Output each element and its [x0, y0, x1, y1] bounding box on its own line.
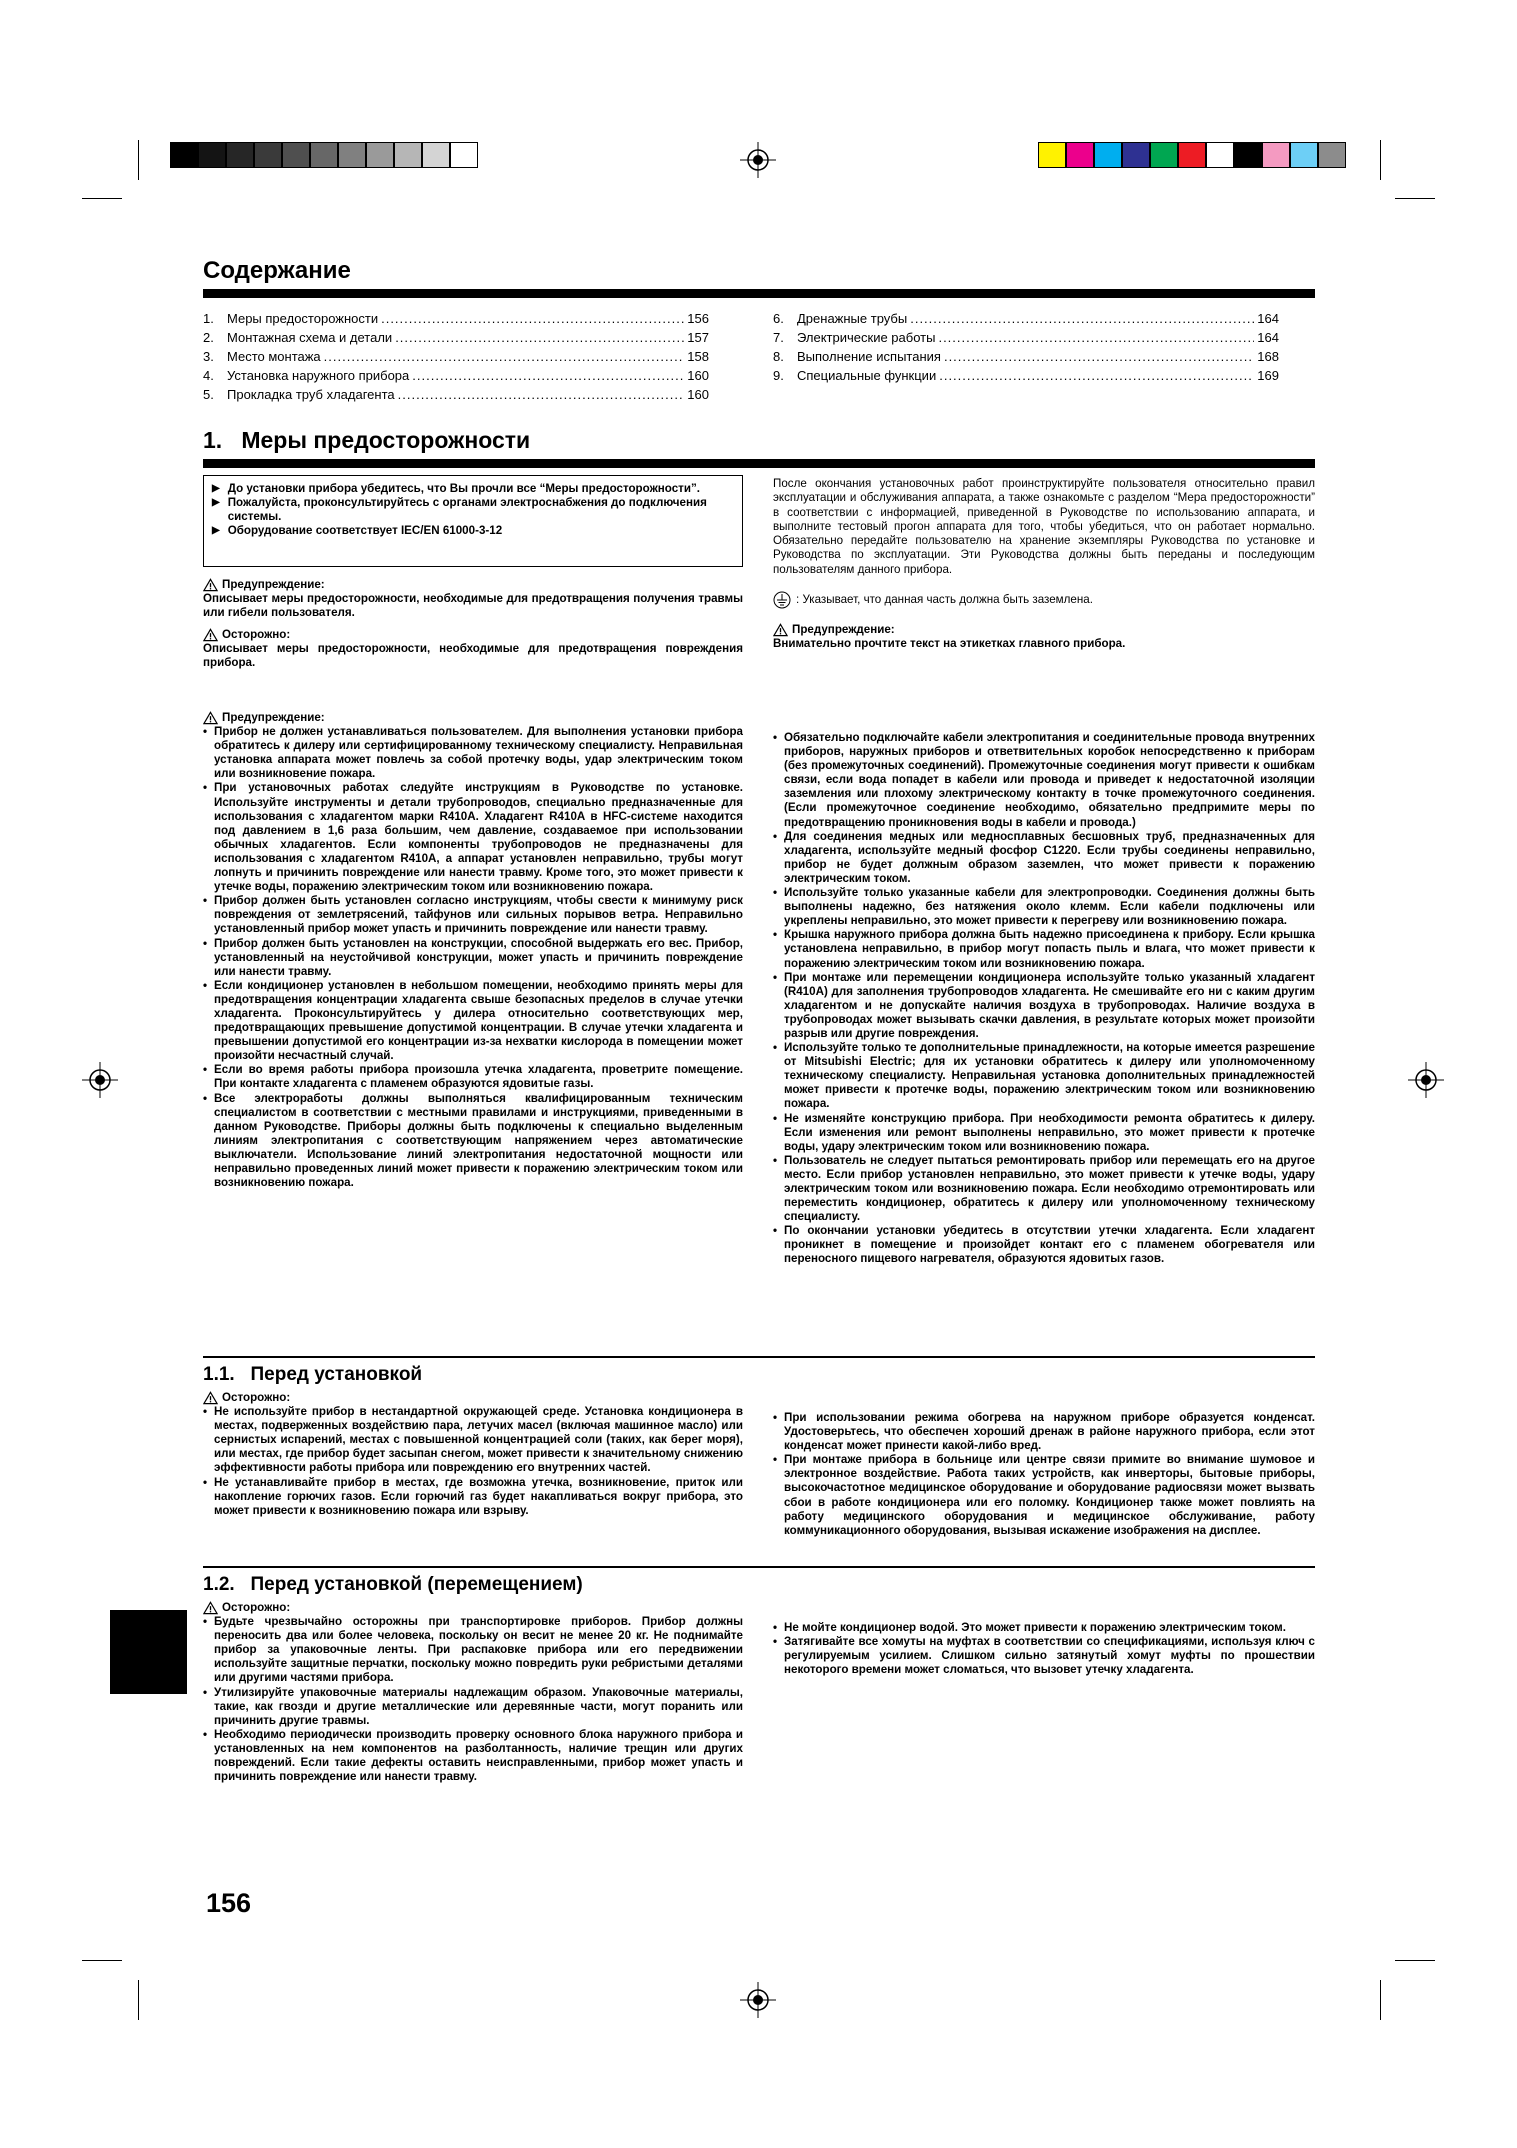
page-number: 156 — [206, 1888, 252, 1918]
list-item: • Не изменяйте конструкцию прибора. При необходимости ремонта обратитесь к дилеру. Если изменения или ремонт выполнены неправильно, это может привести к протечке воды, удару электрическим током или возникновению пожара. — [773, 1112, 1315, 1154]
list-item: • Прибор должен быть установлен согласно инструкциям, чтобы свести к минимуму риск повреждения от землетрясений, тайфунов или сильных порывов ветра. Неправильно установленный прибор может упасть и причинить повреждение или нанести травму. — [203, 894, 743, 936]
bullet-list — [203, 1405, 743, 1518]
subsection-title: 1.1. Перед установкой — [203, 1364, 423, 1385]
crop-mark — [82, 198, 122, 199]
bullet-list — [773, 731, 1315, 1267]
main-warning-label: Предупреждение: — [222, 711, 325, 724]
toc-leader — [939, 366, 1254, 385]
crop-mark — [1395, 1960, 1435, 1961]
registration-mark-icon — [740, 1982, 776, 2018]
color-swatch — [422, 142, 450, 168]
toc-number: 4. — [203, 368, 214, 383]
warning-triangle-icon — [773, 623, 788, 637]
caution-label: Осторожно: — [222, 1391, 291, 1404]
toc-page: 160 — [687, 387, 709, 402]
color-swatch — [450, 142, 478, 168]
main-warning-right — [773, 731, 1315, 1267]
section-title: 1. Меры предосторожности — [203, 427, 531, 453]
language-tab — [110, 1610, 187, 1694]
toc-title: Содержание — [203, 257, 351, 284]
precaution-text: До установки прибора убедитесь, что Вы прочли все “Меры предосторожности”. — [227, 482, 700, 495]
main-warning-left — [203, 711, 743, 1190]
list-item: • Используйте только те дополнительные принадлежности, на которые имеется разрешение от Mitsubishi Electric; для их установки обратитесь к дилеру или уполномоченному техническому специалисту. Неправильная установка дополнительных принадлежностей может привести к протечке воды, поражению электрическим током или возникновению пожара. — [773, 1041, 1315, 1111]
toc-number: 7. — [773, 330, 784, 345]
color-swatch — [1038, 142, 1066, 168]
crop-mark — [1395, 198, 1435, 199]
list-item: • Не мойте кондиционер водой. Это может привести к поражению электрическим током. — [773, 1621, 1315, 1635]
toc-page: 168 — [1257, 349, 1279, 364]
toc-label: Установка наружного прибора — [227, 368, 410, 383]
list-item: • Необходимо периодически производить проверку основного блока наружного прибора и установленных на нем компонентов на разболтанность, наличие трещин или других повреждений. Если такие дефекты оставить неисправленными, прибор может упасть и причинить повреждение или нанести травму. — [203, 1728, 743, 1784]
toc-entry[interactable] — [203, 347, 709, 366]
warning2-label: Предупреждение: — [792, 623, 895, 637]
color-swatch — [170, 142, 198, 168]
color-swatch — [1178, 142, 1206, 168]
toc-number: 6. — [773, 311, 784, 326]
arrow-icon: ▶ — [212, 497, 220, 508]
toc-label: Место монтажа — [227, 349, 321, 364]
precaution-item — [212, 496, 734, 524]
crop-mark — [138, 140, 139, 180]
list-item: • Прибор не должен устанавливаться пользователем. Для выполнения установки прибора обратитесь к дилеру или сертифицированному техническому специалисту. Неправильная установка аппарата может повлечь за собой протечку воды, удар электрическим током или возникновение пожара. — [203, 725, 743, 781]
warning-triangle-icon — [203, 628, 218, 642]
divider — [203, 459, 1315, 468]
toc-label: Дренажные трубы — [797, 311, 908, 326]
arrow-icon: ▶ — [212, 525, 220, 536]
color-swatch — [310, 142, 338, 168]
warning-definition — [203, 578, 743, 671]
list-item: • При монтаже или перемещении кондиционера используйте только указанный хладагент (R410A) для заполнения трубопроводов хладагента. Не смешивайте его ни с каким другим хладагентом и не допускайте наличия воздуха в трубопроводах. Наличие воздуха в трубопроводах может вызывать скачки давления, в результате которых может произойти разрыв или другие повреждения. — [773, 971, 1315, 1041]
precaution-text: Пожалуйста, проконсультируйтесь с органами электроснабжения до подключения системы. — [227, 496, 707, 523]
toc-entry[interactable] — [773, 328, 1279, 347]
precaution-box — [203, 475, 743, 567]
toc-leader — [910, 309, 1254, 328]
toc-leader — [944, 347, 1254, 366]
section11-left — [203, 1391, 743, 1518]
bullet-list — [203, 725, 743, 1190]
subsection-title: 1.2. Перед установкой (перемещением) — [203, 1574, 583, 1595]
color-swatch — [1206, 142, 1234, 168]
crop-mark — [138, 1980, 139, 2020]
toc-page: 156 — [687, 311, 709, 326]
color-swatch — [366, 142, 394, 168]
warning-triangle-icon — [203, 1601, 218, 1615]
toc-number: 3. — [203, 349, 214, 364]
color-swatch — [198, 142, 226, 168]
color-swatch — [226, 142, 254, 168]
list-item: • Будьте чрезвычайно осторожны при транспортировке приборов. Прибор должны переносить два или более человека, поскольку он весит не менее 20 кг. Не поднимайте прибор за упаковочные ленты. При распаковке прибора или его передвижении используйте защитные перчатки, поскольку можно повредить руки ребристыми деталями или другими частями прибора. — [203, 1615, 743, 1685]
toc-number: 8. — [773, 349, 784, 364]
color-swatch — [1318, 142, 1346, 168]
color-swatch — [338, 142, 366, 168]
precaution-item — [212, 482, 734, 496]
toc-number: 5. — [203, 387, 214, 402]
toc-entry[interactable] — [203, 366, 709, 385]
toc-label: Меры предосторожности — [227, 311, 379, 326]
arrow-icon: ▶ — [212, 483, 220, 494]
toc-label: Выполнение испытания — [797, 349, 941, 364]
list-item: • При установочных работах следуйте инструкциям в Руководстве по установке. Используйте инструменты и детали трубопроводов, специально предназначенные для использования с хладагентом марки R410A. Хладагент R410A в HFC-системе находится под давлением в 1,6 раза большим, чем давление, создаваемое при использовании обычных хладагентов. Если компоненты трубопроводов не предназначены для использования с хладагентом R410A, а аппарат установлен неправильно, трубы могут лопнуть и причинить повреждение или нанести травму. Кроме того, это может привести к утечке воды, поражению электрическим током или возникновению пожара. — [203, 781, 743, 894]
warning-text: Описывает меры предосторожности, необходимые для предотвращения получения травмы или гибели пользователя. — [203, 592, 743, 620]
list-item: • Крышка наружного прибора должна быть надежно присоединена к прибору. Если крышка установлена неправильно, в прибор могут попасть пыль и влага, что может привести к поражению электрическим током или возникновению пожара. — [773, 928, 1315, 970]
toc-number: 2. — [203, 330, 214, 345]
color-swatch — [394, 142, 422, 168]
toc-leader — [412, 366, 684, 385]
toc-leader — [395, 328, 684, 347]
bullet-list — [203, 1615, 743, 1784]
list-item: • При использовании режима обогрева на наружном приборе образуется конденсат. Удостоверьтесь, что обеспечен хороший дренаж в районе наружного прибора, если этот конденсат может принести какой-либо вред. — [773, 1411, 1315, 1453]
list-item: • По окончании установки убедитесь в отсутствии утечки хладагента. Если хладагент проникнет в помещение и произойдет контакт его с пламенем обогревателя или переносного пищевого нагревателя, образуются ядовитых газов. — [773, 1224, 1315, 1266]
color-swatch — [1290, 142, 1318, 168]
color-swatch — [1262, 142, 1290, 168]
list-item: • Затягивайте все хомуты на муфтах в соответствии со спецификациями, используя ключ с регулируемым усилием. Слишком сильно затянутый хомут муфты по прошествии некоторого времени может сломаться, что вызовет утечку хладагента. — [773, 1635, 1315, 1677]
toc-label: Специальные функции — [797, 368, 937, 383]
toc-label: Электрические работы — [797, 330, 936, 345]
toc-number: 1. — [203, 311, 214, 326]
toc-page: 158 — [687, 349, 709, 364]
toc-label: Монтажная схема и детали — [227, 330, 393, 345]
precaution-text: Оборудование соответствует IEC/EN 61000-3-12 — [227, 524, 503, 537]
toc-entry[interactable] — [773, 347, 1279, 366]
warning-triangle-icon — [203, 1391, 218, 1405]
list-item: • Не устанавливайте прибор в местах, где возможна утечка, возникновение, приток или накопление горючих газов. Если горючий газ будет накапливаться вокруг прибора, это может привести к возникновению пожара или взрыву. — [203, 1476, 743, 1518]
crop-mark — [1380, 1980, 1381, 2020]
toc-page: 169 — [1257, 368, 1279, 383]
color-swatch — [1234, 142, 1262, 168]
intro-right — [773, 477, 1315, 652]
divider — [203, 289, 1315, 298]
color-swatch — [254, 142, 282, 168]
warning-triangle-icon — [203, 711, 218, 725]
bullet-list — [773, 1411, 1315, 1538]
list-item: • Для соединения медных или медносплавных бесшовных труб, предназначенных для хладагента, используйте медный фосфор C1220. Если трубы соединены неправильно, прибор не будет должным образом заземлен, что может привести к поражению электрическим током. — [773, 830, 1315, 886]
toc-entry[interactable] — [203, 328, 709, 347]
toc-page: 160 — [687, 368, 709, 383]
toc-entry[interactable] — [773, 309, 1279, 328]
intro-text: После окончания установочных работ проинструктируйте пользователя относительно правил эксплуатации и обслуживания аппарата, а также ознакомьте с разделом “Мера предосторожности” в соответствии с информацией, приведенной в Руководстве по использованию аппарата, и выполните тестовый прогон аппарата для того, чтобы убедиться, что он работает нормально. Обязательно передайте пользователю на хранение экземпляры Руководства по установке и Руководства по эксплуатации. Эти Руководства должны быть переданы и последующим пользователям данного прибора. — [773, 477, 1315, 576]
section11-right — [773, 1411, 1315, 1538]
list-item: • Прибор должен быть установлен на конструкции, способной выдержать его вес. Прибор, установленный на неустойчивой конструкции, может упасть и причинить повреждение или нанести травму. — [203, 937, 743, 979]
list-item: • Обязательно подключайте кабели электропитания и соединительные провода внутренних приборов, наружных приборов и ответвительных коробок непосредственно к приборам (без промежуточных соединений). Промежуточные соединения могут привести к ошибкам связи, если вода попадет в кабели или провода и приведет к недостаточной изоляции заземления или плохому электрическому контакту в точке промежуточного соединения. (Если промежуточное соединение необходимо, обязательно предпримите меры по предотвращению проникновения воды в кабели и провода.) — [773, 731, 1315, 830]
caution-label: Осторожно: — [222, 1601, 291, 1614]
warning2-text: Внимательно прочтите текст на этикетках главного прибора. — [773, 637, 1126, 651]
toc-entry[interactable] — [773, 366, 1279, 385]
registration-mark-icon — [82, 1062, 118, 1098]
toc-right-list — [773, 309, 1279, 385]
registration-mark-icon — [1408, 1062, 1444, 1098]
color-swatch — [1122, 142, 1150, 168]
toc-leader — [381, 309, 684, 328]
list-item: • Все электроработы должны выполняться квалифицированным техническим специалистом в соответствии с местными правилами и инструкциями, приведенными в данном Руководстве. Приборы должны быть подключены к специально выделенным линиям электропитания с соответствующим напряжением через автоматические выключатели. Использование линий электропитания недостаточной мощности или неправильно проведенных линий может привести к поражению электрическим током или возникновению пожара. — [203, 1092, 743, 1191]
color-swatch — [1150, 142, 1178, 168]
toc-left-list — [203, 309, 709, 404]
crop-mark — [82, 1960, 122, 1961]
toc-entry[interactable] — [203, 309, 709, 328]
list-item: • Утилизируйте упаковочные материалы надлежащим образом. Упаковочные материалы, такие, как гвозди и другие металлические или деревянные части, могут поранить или причинить другие травмы. — [203, 1686, 743, 1728]
color-swatch — [282, 142, 310, 168]
divider — [203, 1356, 1315, 1358]
list-item: • Если во время работы прибора произошла утечка хладагента, проветрите помещение. При контакте хладагента с пламенем образуются ядовитые газы. — [203, 1063, 743, 1091]
crop-mark — [1380, 140, 1381, 180]
divider — [203, 1566, 1315, 1568]
list-item: • Используйте только указанные кабели для электропроводки. Соединения должны быть выполнены надежно, без натяжения около клемм. Если кабели подключены или укреплены неправильно, это может привести к перегреву или возникновению пожара. — [773, 886, 1315, 928]
list-item: • Не используйте прибор в нестандартной окружающей среде. Установка кондиционера в местах, подверженных воздействию пара, летучих масел (включая машинное масло) или сернистых испарений, местах с повышенной концентрацией соли (таких, как берег моря), или местах, где прибор будет засыпан снегом, может привести к значительному снижению эффективности работы прибора или повреждению его внутренних частей. — [203, 1405, 743, 1475]
list-item: • Пользователь не следует пытаться ремонтировать прибор или перемещать его на другое место. Если прибор установлен неправильно, это может привести к утечке воды, удару электрическим током или возникновению пожара. Если необходимо отремонтировать или переместить кондиционер, обратитесь к дилеру или уполномоченному техническому специалисту. — [773, 1154, 1315, 1224]
ground-icon — [773, 591, 791, 609]
caution-text: Описывает меры предосторожности, необходимые для предотвращения повреждения прибора. — [203, 642, 743, 670]
toc-leader — [938, 328, 1254, 347]
color-swatch — [1094, 142, 1122, 168]
section12-right — [773, 1621, 1315, 1677]
toc-page: 164 — [1257, 311, 1279, 326]
registration-mark-icon — [740, 142, 776, 178]
list-item: • При монтаже прибора в больнице или центре связи примите во внимание шумовое и электронное воздействие. Работа таких устройств, как инверторы, бытовые приборы, высокочастотное медицинское оборудование и оборудование радиосвязи может вызвать сбои в работе кондиционера или его поломку. Кондиционер также может повлиять на работу медицинского оборудования и медицинское обслуживание, работу коммуникационного оборудования, вызывая искажение изображения на дисплее. — [773, 1453, 1315, 1538]
toc-page: 164 — [1257, 330, 1279, 345]
caution-label: Осторожно: — [222, 628, 291, 642]
warning-triangle-icon — [203, 578, 218, 592]
color-swatch — [1066, 142, 1094, 168]
toc-label: Прокладка труб хладагента — [227, 387, 395, 402]
section12-left — [203, 1601, 743, 1784]
toc-leader — [398, 385, 685, 404]
toc-number: 9. — [773, 368, 784, 383]
ground-text: : Указывает, что данная часть должна быть заземлена. — [796, 592, 1093, 606]
warning-label: Предупреждение: — [222, 578, 325, 591]
precaution-item — [212, 524, 734, 538]
toc-leader — [324, 347, 685, 366]
bullet-list — [773, 1621, 1315, 1677]
list-item: • Если кондиционер установлен в небольшом помещении, необходимо принять меры для предотвращения концентрации хладагента свыше безопасных пределов в случае утечки хладагента. Проконсультируйтесь у дилера относительно соответствующих мер, предотвращающих превышение допустимой концентрации. В случае утечки хладагента и превышении допустимой его концентрации из-за нехватки кислорода в помещении может произойти несчастный случай. — [203, 979, 743, 1064]
toc-page: 157 — [687, 330, 709, 345]
toc-entry[interactable] — [203, 385, 709, 404]
